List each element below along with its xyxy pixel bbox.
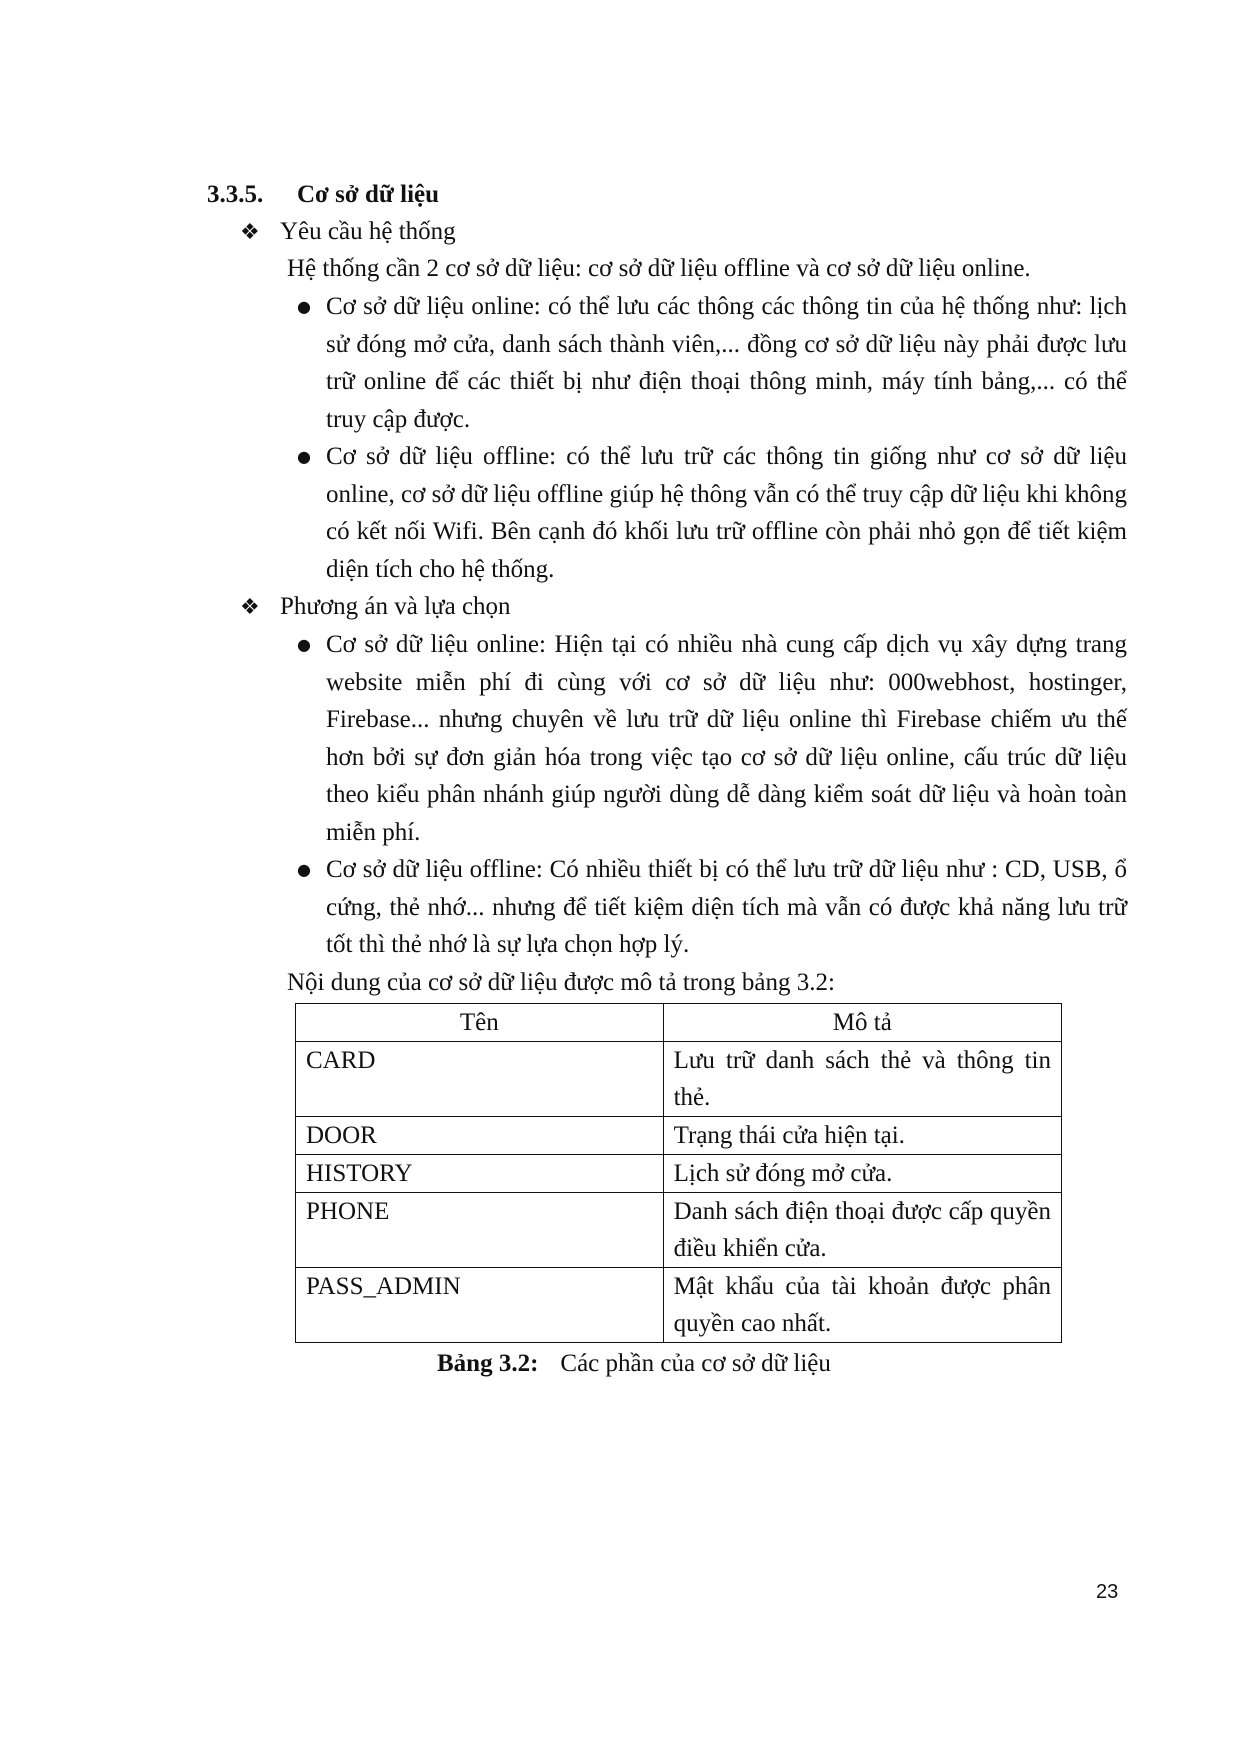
requirements-title: Yêu cầu hệ thống: [280, 218, 456, 245]
options-title: Phương án và lựa chọn: [280, 593, 511, 620]
options-heading: [240, 588, 511, 626]
cell-description: Danh sách điện thoại được cấp quyền điều khiển cửa.: [663, 1193, 1061, 1268]
list-item: [297, 438, 1127, 588]
list-item-text: Cơ sở dữ liệu offline: Có nhiều thiết bị có thể lưu trữ dữ liệu như : CD, USB, ổ cứng, thẻ nhớ... nhưng để tiết kiệm diện tích mà vẫn có được khả năng lưu trữ tốt thì thẻ nhớ là sự lựa chọn hợp lý.: [326, 856, 1127, 958]
diamond-bullet-icon: ❖: [240, 220, 260, 245]
section-title: Cơ sở dữ liệu: [297, 181, 440, 208]
bullet-dot-icon: ●: [297, 635, 311, 654]
list-item: [297, 851, 1127, 964]
table-row: [296, 1042, 1062, 1117]
list-item: [297, 626, 1127, 851]
diamond-bullet-icon: ❖: [240, 595, 260, 620]
table-intro: Nội dung của cơ sở dữ liệu được mô tả trong bảng 3.2:: [287, 969, 835, 996]
table-row: [296, 1155, 1062, 1193]
list-item: [297, 288, 1127, 438]
table-row: [296, 1117, 1062, 1155]
column-header-name: Tên: [296, 1004, 664, 1042]
bullet-dot-icon: ●: [297, 860, 311, 879]
caption-label: Bảng 3.2:: [437, 1350, 539, 1377]
cell-description: Trạng thái cửa hiện tại.: [663, 1117, 1061, 1155]
table-row: [296, 1193, 1062, 1268]
cell-name: DOOR: [296, 1117, 664, 1155]
cell-name: HISTORY: [296, 1155, 664, 1193]
list-item-text: Cơ sở dữ liệu offline: có thể lưu trữ các thông tin giống như cơ sở dữ liệu online, cơ sở dữ liệu offline giúp hệ thông vẫn có thể truy cập dữ liệu khi không có kết nối Wifi. Bên cạnh đó khối lưu trữ offline còn phải nhỏ gọn để tiết kiệm diện tích cho hệ thống.: [326, 443, 1127, 583]
cell-name: PASS_ADMIN: [296, 1268, 664, 1343]
column-header-description: Mô tả: [663, 1004, 1061, 1042]
bullet-dot-icon: ●: [297, 297, 311, 316]
section-heading: [207, 176, 439, 213]
cell-description: Lưu trữ danh sách thẻ và thông tin thẻ.: [663, 1042, 1061, 1117]
cell-name: PHONE: [296, 1193, 664, 1268]
table-header-row: [296, 1004, 1062, 1042]
database-table: [295, 1003, 1062, 1343]
caption-text: Các phần của cơ sở dữ liệu: [560, 1350, 831, 1377]
table-row: [296, 1268, 1062, 1343]
list-item-text: Cơ sở dữ liệu online: có thể lưu các thông các thông tin của hệ thống như: lịch sử đóng mở cửa, danh sách thành viên,... đồng cơ sở dữ liệu này phải được lưu trữ online để các thiết bị như điện thoại thông minh, máy tính bảng,... có thể truy cập được.: [326, 293, 1127, 433]
section-number: 3.3.5.: [207, 181, 264, 208]
table-caption: [437, 1345, 831, 1383]
cell-description: Mật khẩu của tài khoản được phân quyền cao nhất.: [663, 1268, 1061, 1343]
page-number: 23: [1096, 1581, 1119, 1603]
requirements-heading: [240, 213, 456, 251]
bullet-dot-icon: ●: [297, 447, 311, 466]
cell-description: Lịch sử đóng mở cửa.: [663, 1155, 1061, 1193]
list-item-text: Cơ sở dữ liệu online: Hiện tại có nhiều nhà cung cấp dịch vụ xây dựng trang website miễn phí đi cùng với cơ sở dữ liệu như: 000webhost, hostinger, Firebase... nhưng chuyên về lưu trữ dữ liệu online thì Firebase chiếm ưu thế hơn bởi sự đơn giản hóa trong việc tạo cơ sở dữ liệu online, cấu trúc dữ liệu theo kiểu phân nhánh giúp người dùng dễ dàng kiểm soát dữ liệu và hoàn toàn miễn phí.: [326, 631, 1127, 846]
cell-name: CARD: [296, 1042, 664, 1117]
requirements-intro: Hệ thống cần 2 cơ sở dữ liệu: cơ sở dữ liệu offline và cơ sở dữ liệu online.: [287, 255, 1031, 282]
